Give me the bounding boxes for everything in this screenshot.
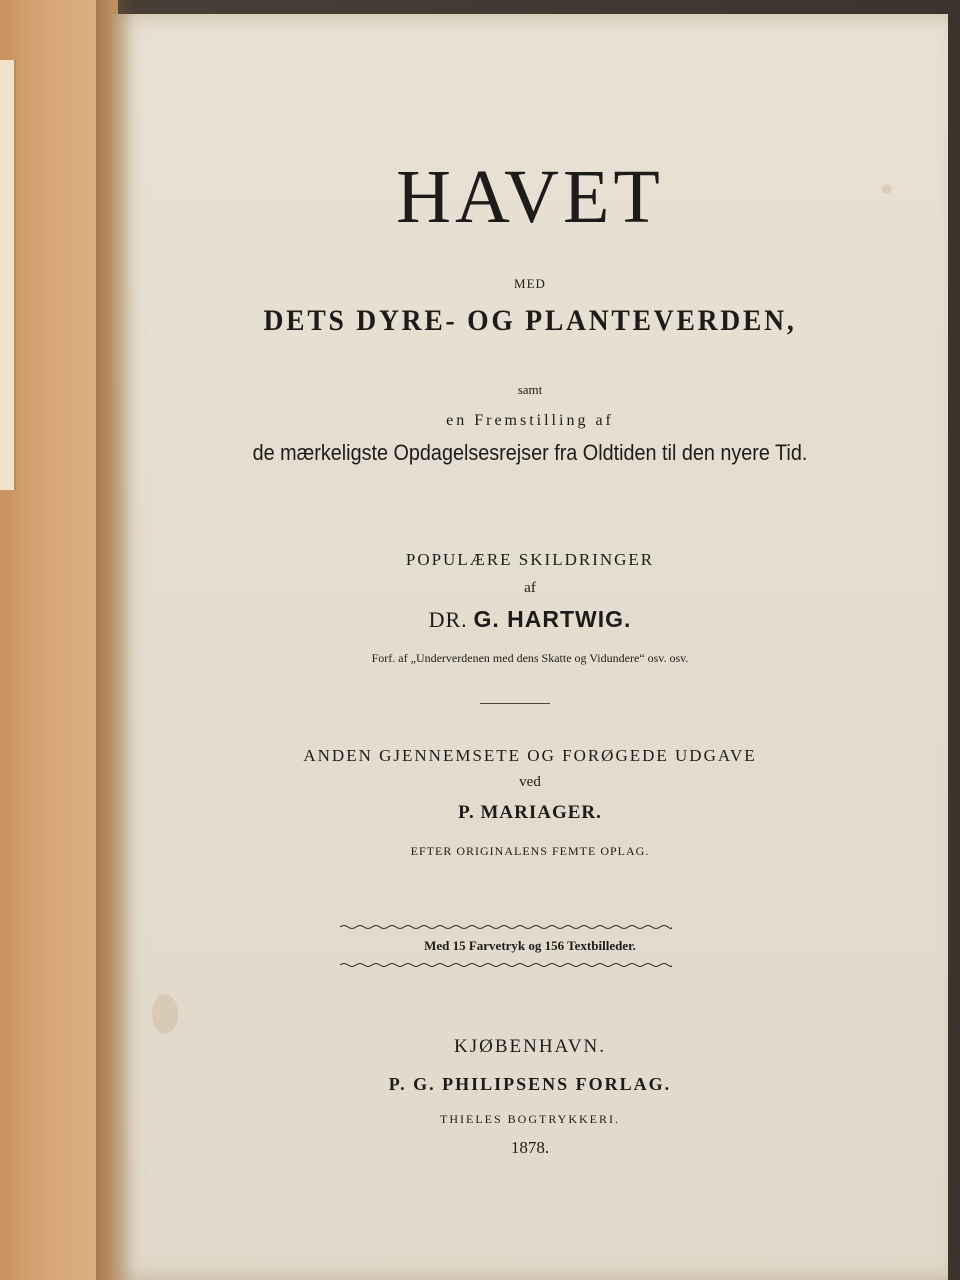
book-title: HAVET [396, 155, 664, 239]
author-prefix: DR. [428, 607, 468, 632]
illustrations-note: Med 15 Farvetryk og 156 Textbilleder. [424, 938, 636, 953]
author-name: G. HARTWIG. [473, 606, 632, 632]
connector-samt: samt [517, 382, 543, 397]
printer-name: THIELES BOGTRYKKERI. [440, 1112, 620, 1126]
fremstilling-line: en Fremstilling af [446, 412, 614, 429]
edition-line: ANDEN GJENNEMSETE OG FORØGEDE UDGAVE [303, 746, 757, 765]
author-note: Forf. af „Underverdenen med dens Skatte og Vidundere“ osv. osv. [371, 651, 689, 665]
gutter-shadow [96, 0, 136, 1280]
connector-af: af [524, 580, 536, 596]
wavy-rule-bottom [340, 962, 672, 968]
book-subtitle: DETS DYRE- OG PLANTEVERDEN, [263, 304, 797, 337]
facing-page-inner-leaf [0, 60, 16, 490]
divider-rule [480, 703, 550, 704]
original-edition-note: EFTER ORIGINALENS FEMTE OPLAG. [410, 844, 650, 858]
title-connector-med: MED [514, 276, 546, 291]
publication-year: 1878. [510, 1138, 550, 1157]
editor-name: P. MARIAGER. [458, 802, 602, 823]
skildringer-line: POPULÆRE SKILDRINGER [405, 550, 655, 569]
opdagelser-line: de mærkeligste Opdagelsesrejser fra Oldtiden til den nyere Tid. [252, 440, 808, 465]
connector-ved: ved [519, 774, 541, 790]
publisher-name: P. G. PHILIPSENS FORLAG. [388, 1074, 672, 1094]
author-line [112, 606, 948, 633]
publication-city: KJØBENHAVN. [453, 1036, 607, 1057]
wavy-rule-top [340, 924, 672, 930]
title-page [112, 14, 948, 1280]
paper-stain [152, 994, 178, 1034]
